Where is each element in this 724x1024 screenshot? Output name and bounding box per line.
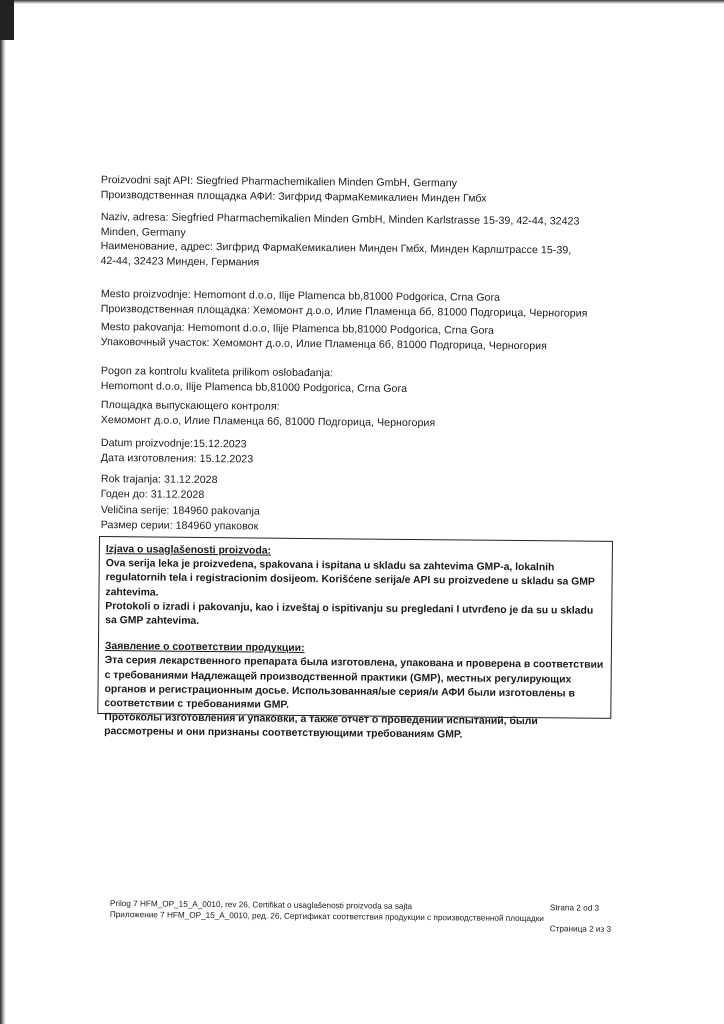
conformity-heading-cyr: Заявление о соответствии продукции: (104, 641, 305, 655)
conformity-text-lat-1: Ova serija leka je proizvedena, spakovana i ispitana u skladu sa zahtevima GMP-a, lokalnih regulatornih tela i registracionim dosijeom. Korišćene serija/e API su proizvedene u skladu sa GMP zahtevima. (105, 558, 595, 599)
packaging-site-cyr: Упаковочный участок: Хемомонт д.о.о, Илие Пламенца 6б, 81000 Подгорица, Черногория (100, 335, 548, 352)
page-number-lat: Strana 2 od 3 (549, 903, 600, 913)
address-section (100, 210, 661, 273)
packaging-site-section (101, 320, 661, 354)
conformity-statement-box (97, 536, 613, 741)
production-site-section (101, 287, 661, 321)
qc-release-cyr-1: Площадка выпускающего контроля: (100, 398, 280, 413)
production-date-lat: Datum proizvodnje:15.12.2023 (100, 436, 247, 451)
footer-lat: Prilog 7 HFM_OP_15_A_0010, rev 26, Certifikat o usaglašenosti proizvoda sa sajta (109, 899, 413, 911)
packaging-site-lat: Mesto pakovanja: Hemomont d.o.o, Ilije Plamenca bb,81000 Podgorica, Crna Gora (100, 320, 495, 337)
production-site-lat: Mesto proizvodnje: Hemomont d.o.o, Ilije Plamenca bb,81000 Podgorica, Crna Gora (100, 287, 501, 304)
qc-release-section (101, 364, 661, 398)
conformity-heading-lat: Izjava o usaglašenosti proizvoda: (105, 544, 272, 557)
address-cyr-2: 42-44, 32423 Минден, Германия (100, 254, 260, 269)
expiry-date-section (101, 472, 661, 506)
qc-release-cyr-section (101, 398, 661, 432)
scan-edge-top (0, 0, 724, 4)
production-site-cyr: Производственная площадка: Хемомонт д.о.о, Илие Пламенца бб, 81000 Подгорица, Черногория (100, 302, 588, 320)
batch-size-section (101, 503, 661, 537)
batch-size-lat: Veličina serije: 184960 pakovanja (100, 503, 260, 518)
api-site-cyr: Производственная площадка АФИ: Зигфрид ФармаКемикалиен Минден Гмбх (100, 188, 487, 205)
address-lat-1: Naziv, adresa: Siegfried Pharmachemikalien Minden GmbH, Minden Karlstrasse 15-39, 42-44, 32423 (100, 210, 580, 228)
expiry-date-lat: Rok trajanja: 31.12.2028 (100, 472, 218, 487)
conformity-text-cyr-1: Эта серия лекарственного препарата была изготовлена, упакована и проверена в соответствии с требованиями Надлежащей производственной практики (GMP), местных регулирующих органов и регистрационным досье. Использованная/ые серия/и АФИ были изготовлены в соответствии с требованиями GMP. (104, 655, 604, 711)
qc-release-cyr-2: Хемомонт д.о.о, Илие Пламенца 6б, 81000 Подгорица, Черногория (100, 413, 436, 429)
expiry-date-cyr: Годен до: 31.12.2028 (100, 487, 205, 501)
production-date-cyr: Дата изготовления: 15.12.2023 (100, 451, 254, 465)
address-cyr-1: Наименование, адрес: Зигфрид ФармаКемикалиен Минден Гмбх, Минден Карлштрассе 15-39, (100, 239, 572, 257)
qc-release-lat-1: Pogon za kontrolu kvaliteta prilikom oslobađanja: (100, 364, 334, 380)
page-number-cyr: Страница 2 из 3 (549, 924, 612, 934)
production-date-section (101, 436, 661, 470)
footer-cyr: Приложение 7 HFM_OP_15_A_0010, ред. 26, Сертификат соответствия продукции с производственной площадки (109, 909, 544, 923)
conformity-text-cyr-2: Протоколы изготовления и упаковки, а также отчет о проведении испытаний, были рассмотрены и они признаны соответствующими требованиям GMP. (104, 712, 538, 741)
page-footer (110, 899, 630, 936)
address-lat-2: Minden, Germany (100, 225, 186, 239)
api-site-section (101, 173, 661, 207)
api-site-lat: Proizvodni sajt API: Siegfried Pharmachemikalien Minden GmbH, Germany (100, 173, 458, 190)
scan-edge-left (0, 0, 6, 1024)
conformity-text-lat-2: Protokoli o izradi i pakovanju, kao i izveštaj o ispitivanju su pregledani I utvrđeno je da su u skladu sa GMP zahtevima. (105, 600, 594, 627)
scan-edge-corner (0, 0, 14, 40)
qc-release-lat-2: Hemomont d.o.o, Ilije Plamenca bb,81000 Podgorica, Crna Gora (100, 379, 408, 395)
batch-size-cyr: Размер серии: 184960 упаковок (100, 518, 259, 533)
